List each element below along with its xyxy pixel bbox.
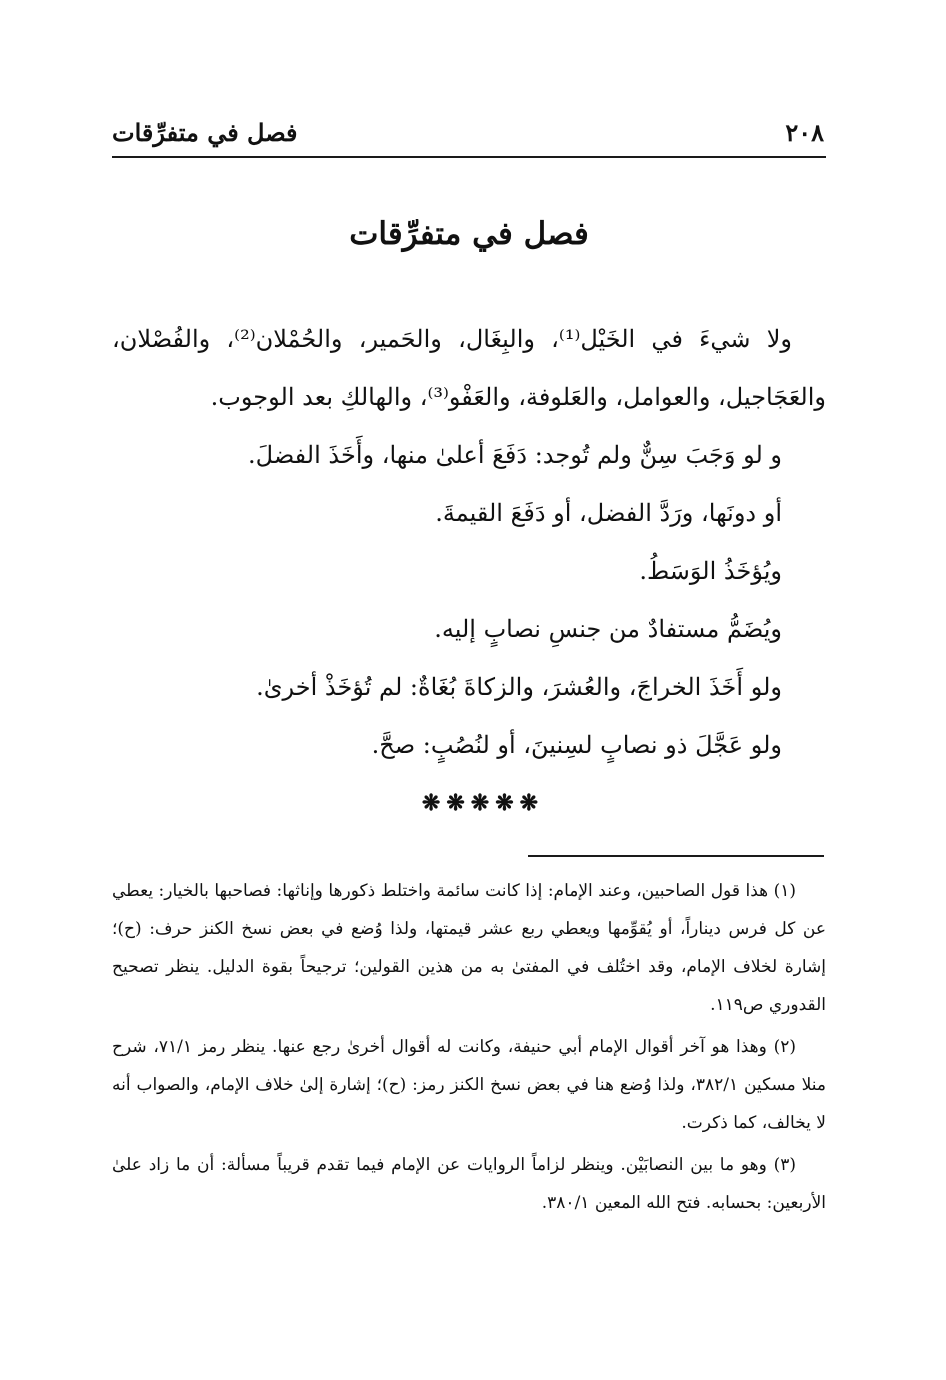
page-number: ٢٠٨ — [785, 117, 824, 147]
footnotes — [112, 872, 826, 1226]
paragraph-5: ويُضَمُّ مستفادٌ من جنسِ نصابٍ إليه. — [434, 615, 782, 643]
paragraph-7: ولو عَجَّلَ ذو نصابٍ لسِنينَ، أو لنُصُبٍ: صحَّ. — [371, 731, 782, 759]
body-text — [112, 310, 826, 832]
running-header — [112, 112, 824, 152]
footnote-1: (١) هذا قول الصاحبين، وعند الإمام: إذا كانت سائمة واختلط ذكورها وإناثها: فصاحبها بالخيار: يعطي عن كل فرس ديناراً، أو يُقوِّمها ويعطي ربع عشر قيمتها، ولذا وُضع في بعض نسخ الكنز حرف: (ح)؛ إشارة لخلاف الإمام، وقد اختُلف في المفتىٰ به من هذين القولين؛ ترجيحاً بقوة الدليل. ينظر تصحيح القدوري ص١١٩. — [112, 881, 826, 1015]
paragraph-1: ولا شيءَ في الخَيْل⁽¹⁾، والبِغَال، والحَمير، والحُمْلان⁽²⁾، والفُصْلان، والعَجَاجيل، والعوامل، والعَلوفة، والعَفْو⁽³⁾، والهالكِ بعد الوجوب. — [112, 325, 826, 411]
section-separator: ❋❋❋❋❋ — [421, 790, 545, 816]
chapter-title: فصل في متفرِّقات — [349, 216, 589, 252]
footnote-3: (٣) وهو ما بين النصابَيْن. وينظر لزاماً الروايات عن الإمام فيما تقدم قريباً مسألة: أن ما زاد علىٰ الأربعين: بحسابه. فتح الله المعين ٣٨٠/١. — [112, 1155, 826, 1213]
header-rule — [112, 156, 826, 158]
running-title: فصل في متفرِّقات — [112, 117, 298, 147]
paragraph-3: أو دونَها، ورَدَّ الفضل، أو دَفَعَ القيمةَ. — [435, 499, 782, 527]
footnote-rule — [528, 855, 824, 857]
paragraph-2: و لو وَجَبَ سِنٌّ ولم تُوجد: دَفَعَ أعلىٰ منها، وأَخَذَ الفضلَ. — [248, 441, 782, 469]
paragraph-4: ويُؤخَذُ الوَسَطُ. — [639, 557, 782, 585]
footnote-2: (٢) وهذا هو آخر أقوال الإمام أبي حنيفة، وكانت له أقوال أخرىٰ رجع عنها. ينظر رمز ٧١/١، شرح منلا مسكين ٣٨٢/١، ولذا وُضع هنا في بعض نسخ الكنز رمز: (ح)؛ إشارة إلىٰ خلاف الإمام، والصواب أنه لا يخالف، كما ذكرت. — [112, 1037, 826, 1133]
paragraph-6: ولو أَخَذَ الخراجَ، والعُشرَ، والزكاةَ بُغَاةٌ: لم تُؤخَذْ أخرىٰ. — [256, 673, 782, 701]
